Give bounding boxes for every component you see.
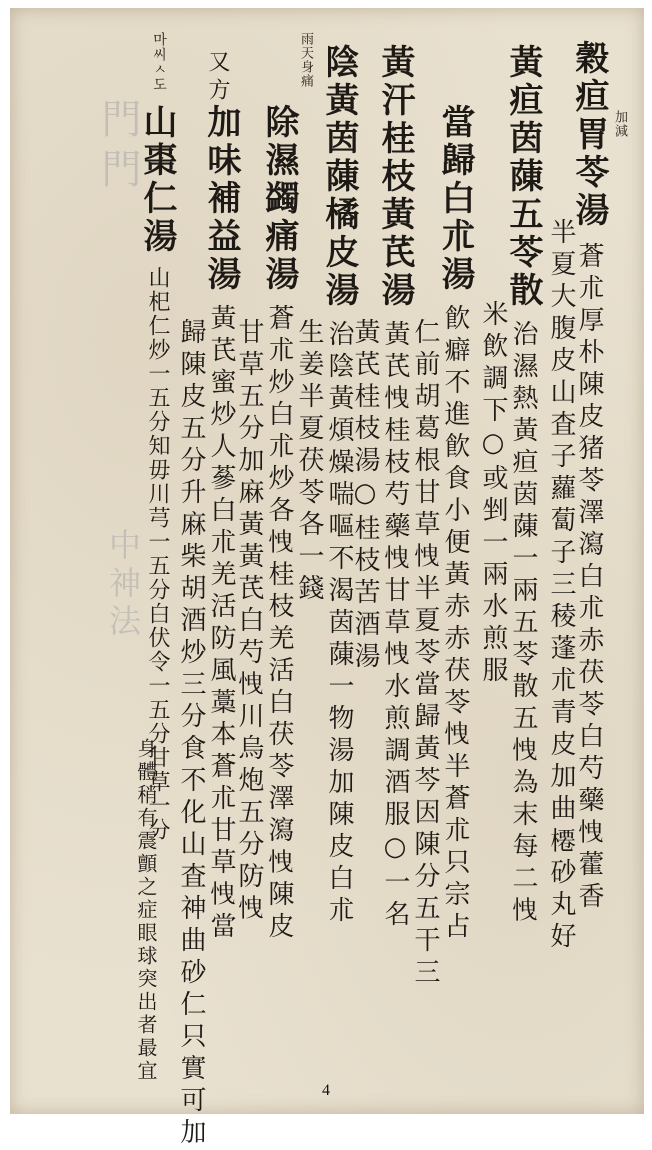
annotation-text: 加減 <box>612 110 627 138</box>
text-column <box>569 40 609 914</box>
formula-text: 黃芪𢘽桂枝芍藥𢘽甘草𢘽水煎調酒服○一名 <box>380 320 410 932</box>
formula-text: 飮癖不進飮食小便黃赤赤茯苓𢘽半蒼朮只宗占 <box>440 304 470 944</box>
text-column <box>412 318 438 990</box>
formula-title: 除濕蠲痛湯 <box>259 104 299 294</box>
text-column <box>319 44 359 928</box>
formula-text: 治濕熱黃疸茵蔯一兩五苓散五𢘽為末每二𢘽 <box>508 320 538 928</box>
formula-text: 治陰黃煩燥喘嘔不渴茵蔯一物湯加陳皮白朮 <box>324 320 354 928</box>
formula-text: 甘草五分加麻黃黃芪白芍𢘽川烏炮五分防𢘽 <box>234 318 264 926</box>
page-number: 4 <box>322 1082 330 1099</box>
text-column <box>296 318 322 606</box>
annotation <box>206 50 228 106</box>
formula-text: 山𣏌仁炒一五分知毋川芎一五分白伏令一五分甘草一分 <box>145 266 170 842</box>
text-column <box>480 300 506 688</box>
bleed-through-text: 門門 <box>95 98 141 198</box>
formula-text: 黃芪蜜炒人蔘白朮羌活防風藁本蒼朮甘草𢘽當 <box>206 304 236 944</box>
annotation-text: 마씨ㅅ도 <box>151 32 167 92</box>
text-column <box>136 738 156 1083</box>
text-column <box>375 44 415 932</box>
formula-text: 半夏大腹皮山査子蘿蔔子三稜蓬朮青皮加曲𣘝砂丸好 <box>546 218 576 954</box>
formula-text: 米飲調下○或剉一兩水煎服 <box>478 300 508 688</box>
text-column <box>259 104 299 944</box>
text-column <box>503 44 543 928</box>
formula-title: 黃疸茵蔯五苓散 <box>503 44 543 310</box>
bleed-through-text: 中神法 <box>104 528 142 642</box>
formula-title: 當歸白朮湯 <box>435 104 475 294</box>
formula-title: 穀疸胃苓湯 <box>569 40 609 230</box>
formula-text: 蒼朮厚朴陳皮猪苓澤瀉白朮赤茯苓白芍藥𢘽藿香 <box>574 242 604 914</box>
formula-title: 加味補益湯 <box>201 104 241 294</box>
formula-title: 陰黃茵蔯橘皮湯 <box>319 44 359 310</box>
formula-text: 仁前胡葛根甘草𢘽半夏苓當歸黃芩因陳分五干三 <box>410 318 440 990</box>
text-column <box>178 318 204 1150</box>
text-column <box>201 104 241 944</box>
formula-text: 蒼朮炒白朮炒各𢘽桂枝羌活白茯苓澤瀉𢘽陳皮 <box>264 304 294 944</box>
formula-text: 生姜半夏茯苓各一錢 <box>294 318 324 606</box>
text-column <box>548 218 574 954</box>
text-column <box>137 104 177 842</box>
formula-text: 黃芪桂枝湯○桂枝苦酒湯 <box>350 318 380 674</box>
annotation <box>150 32 169 92</box>
annotation <box>610 110 629 138</box>
text-column <box>236 318 262 926</box>
annotation-text: 又方 <box>205 50 230 106</box>
formula-title: 山棗仁湯 <box>137 104 177 256</box>
text-column <box>435 104 475 944</box>
annotation <box>296 32 315 88</box>
formula-title: 黃汗桂枝黃芪湯 <box>375 44 415 310</box>
annotation-text: 雨天身痛 <box>298 32 313 88</box>
formula-text: 身體稍有震顫之症眼球突出者最宜 <box>134 738 158 1083</box>
formula-text: 歸陳皮五分升麻柴胡酒炒三分食不化山査神曲砂仁只實可加 <box>176 318 206 1150</box>
